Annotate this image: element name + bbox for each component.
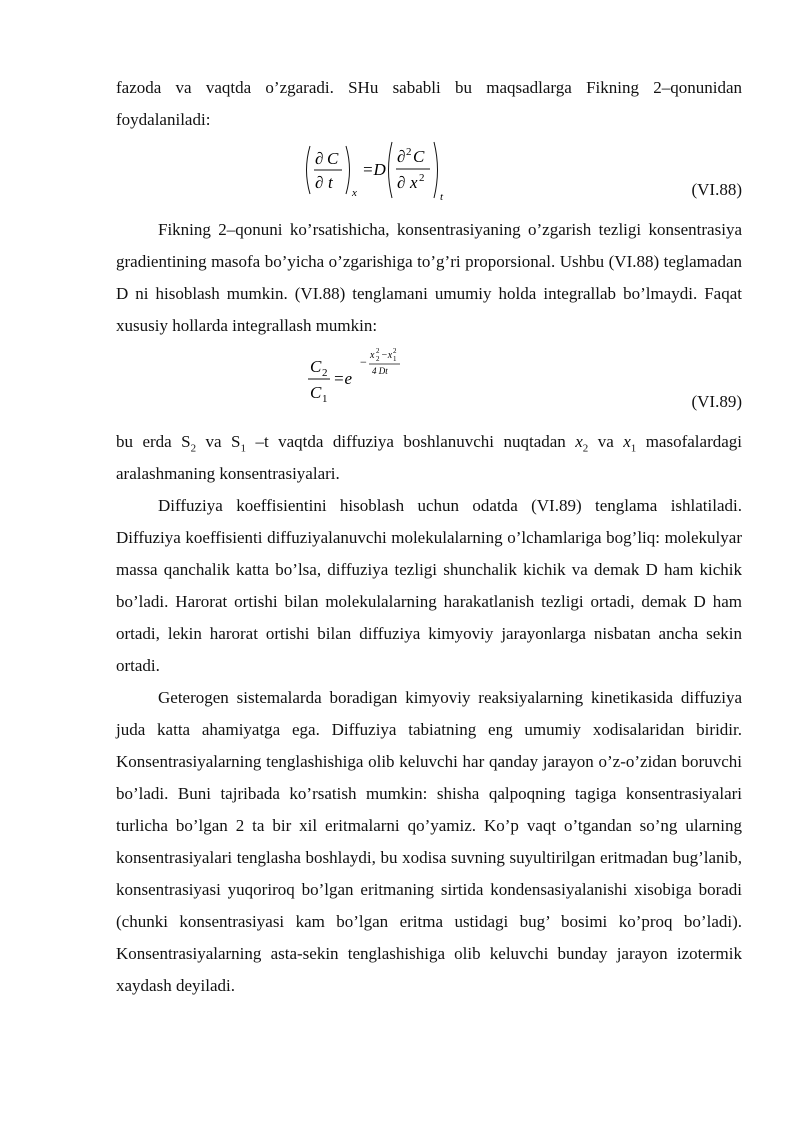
- paragraph-2: Fikning 2–qonuni ko’rsatishicha, konsentrasiyaning o’zgarish tezligi konsentrasiya gradientining masofa bo’yicha o’zgarishiga to’g’ri proporsional. Ushbu (VI.88) teglamadan D ni hisoblash mumkin. (VI.88) tenglamani umumiy holda integrallab bo’lmaydi. Faqat xususiy hollarda integrallash mumkin:: [116, 220, 742, 335]
- document-page: [116, 72, 742, 1002]
- subscript-t: t: [440, 191, 444, 203]
- exp-minus-x1: −x: [381, 350, 393, 361]
- left-paren-close: [346, 146, 350, 194]
- equation-vi88: [116, 136, 742, 214]
- paragraph-3: [116, 426, 742, 490]
- exp-minus: −: [360, 355, 367, 369]
- equals-d: =D: [362, 160, 386, 179]
- equation-vi89-formula: [308, 344, 448, 408]
- c1-denominator: C: [310, 383, 322, 402]
- right-paren-close: [434, 142, 438, 198]
- equation-number-vi89: (VI.89): [691, 392, 742, 411]
- c2-numerator: C: [310, 357, 322, 376]
- c1-sub: 1: [322, 393, 328, 405]
- p3-text-b: va S: [196, 432, 241, 451]
- p3-text-e: masofalardagi aralashmaning konsentrasiyalari.: [116, 432, 742, 483]
- p3-sub-2: 2: [190, 442, 197, 455]
- c2-sub: 2: [322, 367, 328, 379]
- dt-denominator-t: t: [328, 173, 333, 192]
- paragraph-1: fazoda va vaqtda o’zgaradi. SHu sababli bu maqsadlarga Fikning 2–qonunidan foydalaniladi:: [116, 78, 742, 129]
- dt-denominator-partial: ∂: [315, 173, 324, 192]
- p3-sub-1: 1: [240, 442, 246, 455]
- dC-numerator-partial: ∂: [315, 149, 324, 168]
- exp-x1-sup: 2: [393, 347, 397, 355]
- equals-e: =e: [333, 369, 353, 388]
- p3-text-a: bu erda S: [116, 432, 191, 451]
- d2C-c: C: [413, 147, 425, 166]
- equation-vi88-formula: [302, 140, 462, 204]
- p3-x1: x: [623, 432, 631, 451]
- exp-x2-sub: 2: [376, 355, 380, 363]
- p3-x2-sub: 2: [582, 442, 589, 455]
- d2C-sq: 2: [406, 146, 412, 158]
- right-paren-open: [389, 142, 393, 198]
- exp-x2: x: [370, 350, 375, 361]
- paragraph-4: Diffuziya koeffisientini hisoblash uchun odatda (VI.89) tenglama ishlatiladi. Diffuziya koeffisienti diffuziyalanuvchi molekulalarning o’lchamlariga bog’liq: molekulyar massa qanchalik katta bo’lsa, diffuziya tezligi shunchalik kichik va demak D ham kichik bo’ladi. Harorat ortishi bilan molekulalarning harakatlanish tezligi ortadi, demak D ham ortadi, lekin harorat ortishi bilan diffuziya kimyoviy jarayonlarga nisbatan ancha sekin ortadi.: [116, 496, 742, 675]
- left-paren-open: [307, 146, 311, 194]
- d2C-partial: ∂: [397, 147, 406, 166]
- dx2-partial: ∂: [397, 173, 406, 192]
- dx2-x: x: [410, 173, 418, 192]
- exp-denominator: 4 Dt: [372, 366, 388, 376]
- exp-x1-sub: 1: [393, 355, 397, 363]
- p3-text-c: –t vaqtda diffuziya boshlanuvchi nuqtadan: [246, 432, 576, 451]
- dC-numerator-c: C: [327, 149, 339, 168]
- p3-x2: x: [575, 432, 583, 451]
- p3-x1-sub: 1: [630, 442, 637, 455]
- subscript-x: x: [352, 187, 357, 199]
- equation-vi89: [116, 342, 742, 426]
- p3-text-d: va: [588, 432, 624, 451]
- exp-x2-sup: 2: [376, 347, 380, 355]
- paragraph-5: Geterogen sistemalarda boradigan kimyoviy reaksiyalarning kinetikasida diffuziya juda katta ahamiyatga ega. Diffuziya tabiatning eng umumiy xodisalaridan biridir. Konsentrasiyalarning tenglashishiga olib keluvchi har qanday jarayon o’z-o’zidan boruvchi bo’ladi. Buni tajribada ko’rsatish mumkin: shisha qalpoqning tagiga konsentrasiyalari turlicha bo’lgan 2 ta bir xil eritmalarni qo’yamiz. Ko’p vaqt o’tgandan so’ng ularning konsentrasiyalari tenglasha boshlaydi, bu xodisa suvning suyultirilgan eritmadan bug’lanib, konsentrasiyasi yuqoriroq bo’lgan eritmaning sirtida kondensasiyalanishi xisobiga boradi (chunki konsentrasiyasi kam bo’lgan eritma ustidagi bug’ bosimi ko’proq bo’ladi). Konsentrasiyalarning asta-sekin tenglashishiga olib keluvchi bunday jarayon izotermik xaydash deyiladi.: [116, 688, 742, 995]
- dx2-sq: 2: [419, 172, 425, 184]
- equation-number-vi88: (VI.88): [691, 180, 742, 199]
